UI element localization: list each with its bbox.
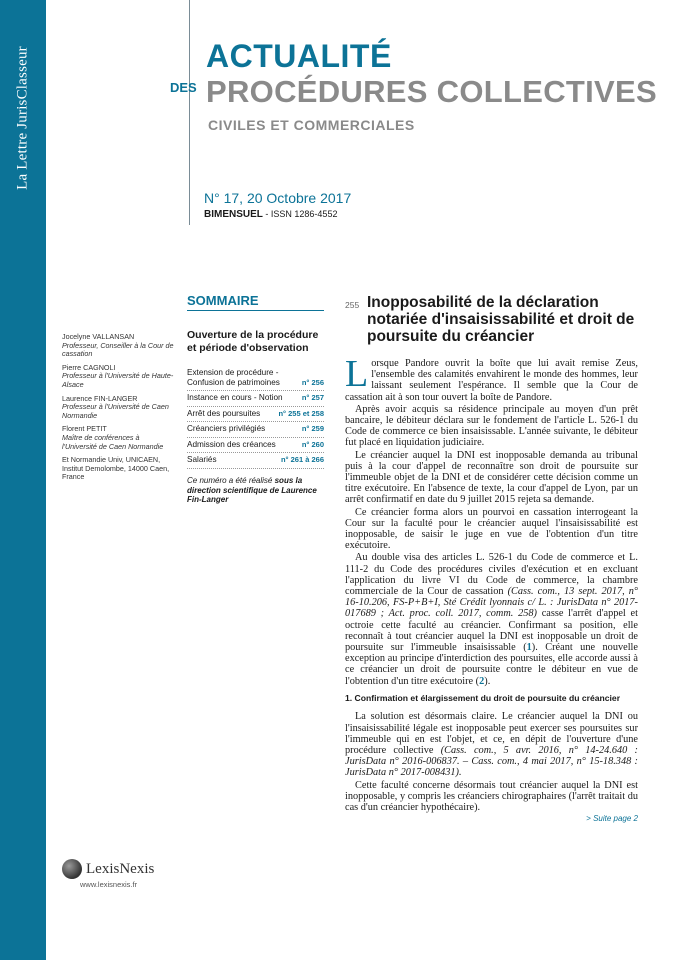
drop-cap: L	[345, 353, 369, 395]
publication-series-label: La Lettre JurisClasseur	[14, 46, 31, 190]
author-entry	[62, 425, 174, 451]
author-title: Professeur, Conseiller à la Cour de cassation	[62, 340, 174, 359]
footnote-ref[interactable]: 2	[479, 675, 485, 687]
toc-item-label: Créanciers privilégiés	[187, 424, 266, 433]
masthead-title-line2: PROCÉDURES COLLECTIVES	[206, 74, 657, 109]
sommaire-rule	[187, 310, 324, 311]
masthead-title-line3: CIVILES ET COMMERCIALES	[208, 117, 415, 133]
toc-item-label: Arrêt des poursuites	[187, 408, 261, 418]
issn: - ISSN 1286-4552	[262, 209, 338, 219]
toc-item[interactable]	[187, 366, 324, 391]
case-citation: (Cass. com., 5 avr. 2016, n° 14-24.640 : JurisData n° 2016-006837. – Cass. com., 4 mai 2017, n° 15-18.348 : JurisData n° 2017-008431).	[345, 745, 638, 779]
author-name: Pierre CAGNOLI	[62, 362, 116, 372]
toc-item-number: n° 257	[301, 393, 324, 402]
toc-item-number: n° 256	[301, 377, 324, 387]
continued-link[interactable]: > Suite page 2	[586, 814, 638, 824]
article-paragraph: Le créancier auquel la DNI est inopposable demanda au tribunal puis à la cour d'appel de reconnaître son droit de poursuite sur l'immeuble objet de la DNI et de considérer cette décision comme un titre exécutoire. En l'absence de texte, la cour d'appel de Lyon, par un arrêt confirmatif en date du 9 juillet 2015 rejeta sa demande.	[345, 449, 638, 506]
author-name: Florent PETIT	[62, 424, 107, 434]
periodicity-issn	[204, 209, 337, 220]
editorial-board	[62, 333, 174, 482]
table-of-contents	[187, 366, 324, 469]
masthead-des: DES	[170, 80, 197, 95]
toc-item[interactable]	[187, 453, 324, 469]
issue-editor-note	[187, 476, 324, 505]
toc-item-number: n° 260	[301, 439, 324, 449]
author-title: Professeur à l'Université de Caen Normandie	[62, 402, 169, 420]
publisher-url[interactable]: www.lexisnexis.fr	[80, 880, 138, 889]
toc-item[interactable]	[187, 391, 324, 407]
article-paragraph: Lorsque Pandore ouvrit la boîte que lui avait remise Zeus, l'ensemble des calamités envahirent le monde des hommes, leur laissant seulement l'espérance. Il semble que la Cour de cassation ait à son tour ouvert la boîte de Pandore.	[345, 353, 638, 403]
note-editor: sous la direction scientifique de Laurence Fin-Langer	[187, 476, 317, 504]
toc-item-label: Instance en cours - Notion	[187, 393, 283, 402]
article-title: Inopposabilité de la déclaration notariée d'insaisissabilité et droit de poursuite du créancier	[367, 294, 635, 345]
article-paragraph: Au double visa des articles L. 526-1 du Code de commerce et L. 111-2 du Code des procédures civiles d'exécution et en excluant l'application du livre VI du Code de commerce, la chambre commerciale de la Cour de cassation (Cass. com., 13 sept. 2017, n° 16-10.206, FS-P+B+I, Sté Crédit lyonnais c/ L. : JurisData n° 2017-017689 ; Act. proc. coll. 2017, comm. 258) casse l'arrêt d'appel et octroie cette faculté au créancier. Confirmant sa position, elle reconnaît à tout créancier auquel la DNI est inopposable un droit de poursuite sur l'immeuble insaisissable (1). Créant une nouvelle exception au principe d'interdiction des poursuites, elle accorde aussi à ce créancier un droit de poursuite contre le débiteur en vue de l'obtention d'un titre exécutoire (2).	[345, 552, 638, 687]
author-name: Jocelyne VALLANSAN	[62, 332, 135, 341]
periodicity: BIMENSUEL	[204, 209, 263, 220]
author-entry	[62, 333, 174, 359]
affiliation: Et Normandie Univ, UNICAEN, Institut Demolombe, 14000 Caen, France	[62, 455, 170, 482]
note-text: Ce numéro a été réalisé	[187, 476, 275, 485]
toc-item-label: Salariés	[187, 455, 217, 464]
toc-item-number: n° 255 et 258	[278, 408, 324, 418]
left-sidebar-band	[0, 0, 46, 960]
toc-item[interactable]	[187, 422, 324, 438]
logo-wordmark: LexisNexis	[86, 860, 155, 877]
article-subheading: 1. Confirmation et élargissement du droit de poursuite du créancier	[345, 692, 621, 703]
masthead-divider	[189, 0, 190, 225]
case-citation: (Cass. com., 13 sept. 2017, n° 16-10.206, FS-P+B+I, Sté Crédit lyonnais c/ L. : JurisData n° 2017-017689 ; Act. proc. coll. 2017, comm. 258)	[345, 586, 638, 620]
masthead-title-line1: ACTUALITÉ	[206, 38, 392, 74]
author-title: Professeur à l'Université de Haute-Alsace	[62, 371, 174, 389]
author-entry	[62, 364, 174, 390]
article-paragraph: Après avoir acquis sa résidence principale au moyen d'un prêt bancaire, le débiteur déclara sur le fondement de l'article L. 526-1 du Code de commerce ce bien insaisissable. L'année suivante, le débiteur fut placé en liquidation judiciaire.	[345, 403, 638, 449]
toc-section-heading: Ouverture de la procédure et période d'observation	[187, 329, 319, 354]
toc-item-number: n° 261 à 266	[280, 455, 324, 464]
toc-item-label: Admission des créances	[187, 439, 276, 449]
sommaire-heading: SOMMAIRE	[187, 293, 259, 308]
lexisnexis-logo	[62, 859, 154, 879]
toc-item-number: n° 259	[301, 424, 324, 433]
article-paragraph: La solution est désormais claire. Le créancier auquel la DNI ou l'insaisissabilité légale est inopposable peut exercer ses poursuites sur l'immeuble qui en est l'objet, et ce, en dépit de l'ouverture d'une procédure collective (Cass. com., 5 avr. 2016, n° 14-24.640 : JurisData n° 2016-006837. – Cass. com., 4 mai 2017, n° 15-18.348 : JurisData n° 2017-008431).	[345, 711, 638, 779]
footnote-ref[interactable]: 1	[526, 642, 532, 654]
lexisnexis-globe-icon	[62, 859, 82, 879]
article-paragraph: Ce créancier forma alors un pourvoi en cassation interrogeant la Cour sur la faculté pour le créancier auquel l'insaisissabilité est inopposable, de saisir le juge en vue de l'obtention d'un titre exécutoire.	[345, 506, 638, 552]
toc-item-label: Extension de procédure - Confusion de patrimoines	[187, 368, 280, 387]
article-paragraph: Cette faculté concerne désormais tout créancier auquel la DNI est inopposable, y compris les créanciers chirographaires (l'arrêt traitait du cas d'un créancier hypothécaire).	[345, 779, 638, 814]
issue-number-date: N° 17, 20 Octobre 2017	[204, 190, 352, 206]
author-entry	[62, 395, 174, 421]
toc-item[interactable]	[187, 407, 324, 423]
author-name: Laurence FIN-LANGER	[62, 393, 138, 403]
author-title: Maître de conférences à l'Université de Caen Normandie	[62, 432, 164, 451]
article-number: 255	[345, 300, 360, 310]
toc-item[interactable]	[187, 438, 324, 454]
article-body	[345, 353, 638, 824]
